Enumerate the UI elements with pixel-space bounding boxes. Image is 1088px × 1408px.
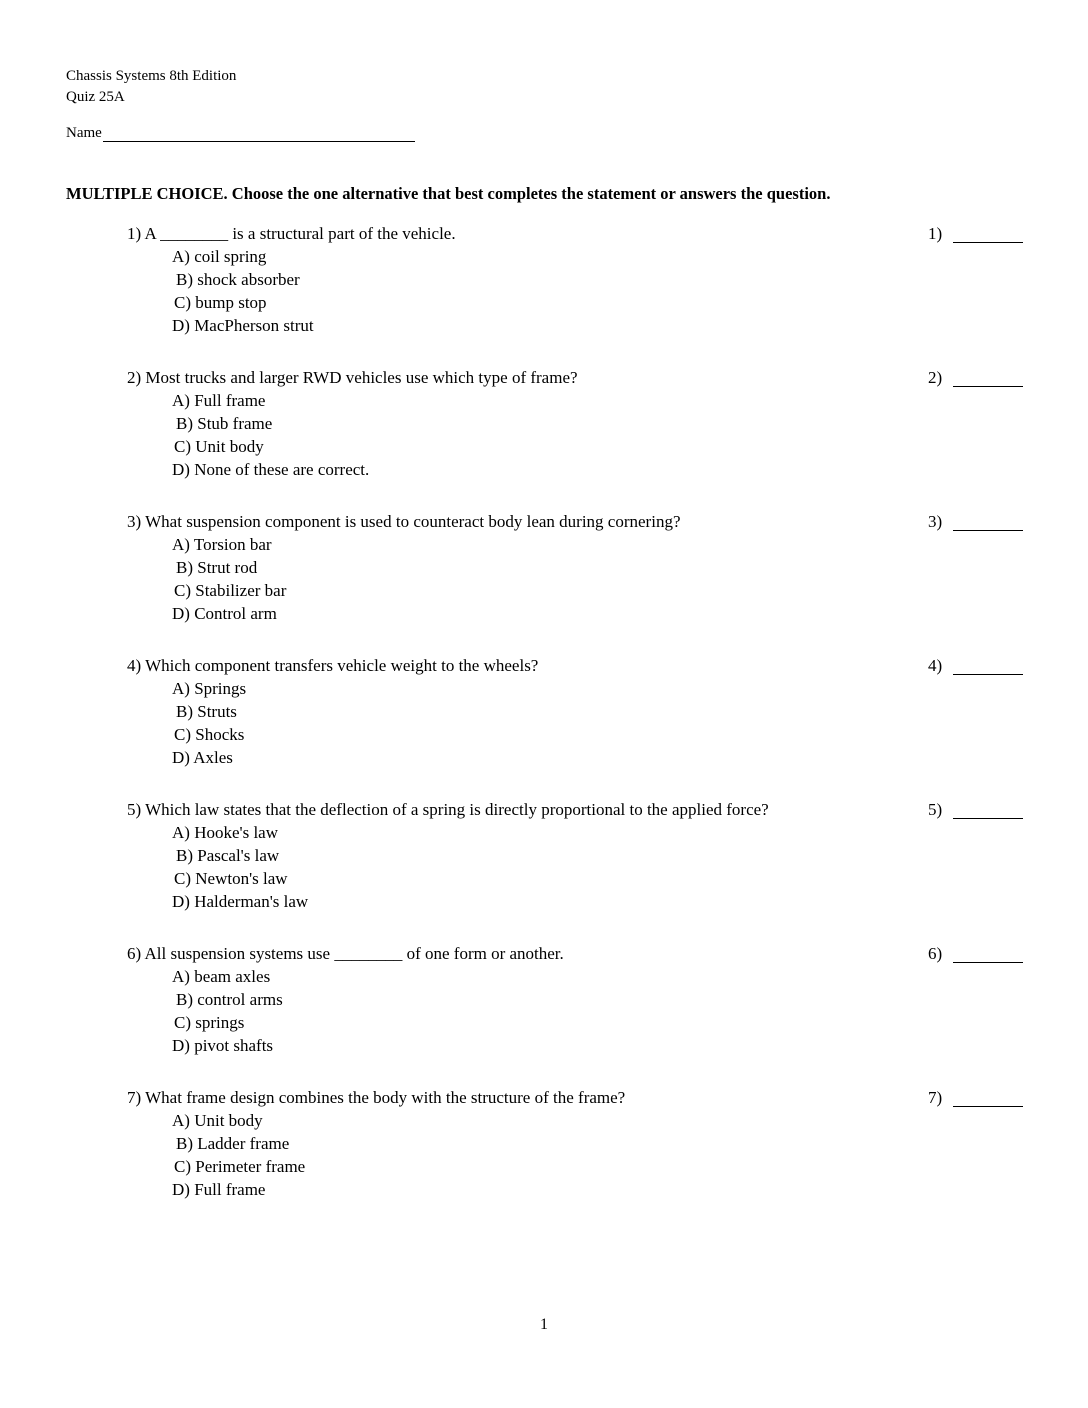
- instructions: MULTIPLE CHOICE. Choose the one alternative that best completes the statement or answers the question.: [66, 184, 831, 203]
- answer-field[interactable]: [928, 510, 1023, 533]
- answer-option: A) coil spring: [172, 247, 267, 266]
- answer-field[interactable]: [928, 798, 1023, 821]
- answer-option: C) springs: [174, 1013, 245, 1032]
- answer-option: D) Control arm: [172, 604, 277, 623]
- answer-number: 5): [928, 800, 943, 819]
- answer-blank-line[interactable]: [953, 513, 1023, 531]
- question-item: [127, 942, 1027, 1086]
- question-item: [127, 222, 1027, 366]
- name-blank-line[interactable]: [103, 124, 415, 142]
- question-text: 1) A ________ is a structural part of the vehicle.: [127, 224, 456, 243]
- answer-number: 4): [928, 656, 943, 675]
- answer-option: C) Newton's law: [174, 869, 288, 888]
- name-field[interactable]: [66, 124, 415, 142]
- answer-field[interactable]: [928, 942, 1023, 965]
- answer-number: 1): [928, 224, 943, 243]
- answer-blank-line[interactable]: [953, 657, 1023, 675]
- answer-field[interactable]: [928, 222, 1023, 245]
- answer-option: B) Strut rod: [176, 558, 258, 577]
- answer-blank-line[interactable]: [953, 369, 1023, 387]
- answer-option: B) Pascal's law: [176, 846, 280, 865]
- answer-option: D) Full frame: [172, 1180, 266, 1199]
- page-number: 1: [540, 1316, 548, 1333]
- answer-option: A) Hooke's law: [172, 823, 278, 842]
- answer-option: D) Axles: [172, 748, 233, 767]
- answer-option: A) beam axles: [172, 967, 271, 986]
- question-text: 6) All suspension systems use ________ of one form or another.: [127, 944, 564, 963]
- answer-option: C) bump stop: [174, 293, 267, 312]
- answer-option: B) shock absorber: [176, 270, 300, 289]
- answer-option: A) Unit body: [172, 1111, 263, 1130]
- answer-option: C) Stabilizer bar: [174, 581, 287, 600]
- answer-option: D) MacPherson strut: [172, 316, 314, 335]
- answer-blank-line[interactable]: [953, 945, 1023, 963]
- answer-field[interactable]: [928, 366, 1023, 389]
- answer-option: D) Halderman's law: [172, 892, 309, 911]
- question-item: [127, 1086, 1027, 1230]
- answer-option: B) control arms: [176, 990, 283, 1009]
- answer-blank-line[interactable]: [953, 801, 1023, 819]
- answer-option: D) pivot shafts: [172, 1036, 274, 1055]
- answer-number: 2): [928, 368, 943, 387]
- answer-blank-line[interactable]: [953, 225, 1023, 243]
- course-title: Chassis Systems 8th Edition: [66, 68, 237, 84]
- answer-option: C) Perimeter frame: [174, 1157, 306, 1176]
- answer-option: A) Torsion bar: [172, 535, 272, 554]
- answer-number: 7): [928, 1088, 943, 1107]
- question-item: [127, 510, 1027, 654]
- answer-number: 3): [928, 512, 943, 531]
- answer-option: A) Full frame: [172, 391, 266, 410]
- question-item: [127, 654, 1027, 798]
- question-text: 7) What frame design combines the body with the structure of the frame?: [127, 1088, 626, 1107]
- question-text: 4) Which component transfers vehicle weight to the wheels?: [127, 656, 539, 675]
- question-text: 2) Most trucks and larger RWD vehicles use which type of frame?: [127, 368, 578, 387]
- quiz-title: Quiz 25A: [66, 89, 125, 105]
- answer-option: B) Stub frame: [176, 414, 273, 433]
- question-text: 5) Which law states that the deflection of a spring is directly proportional to the applied force?: [127, 800, 769, 819]
- answer-option: B) Ladder frame: [176, 1134, 290, 1153]
- answer-field[interactable]: [928, 1086, 1023, 1109]
- answer-option: D) None of these are correct.: [172, 460, 370, 479]
- name-label: Name: [66, 125, 102, 141]
- answer-option: C) Shocks: [174, 725, 245, 744]
- answer-number: 6): [928, 944, 943, 963]
- answer-field[interactable]: [928, 654, 1023, 677]
- answer-option: B) Struts: [176, 702, 237, 721]
- question-text: 3) What suspension component is used to counteract body lean during cornering?: [127, 512, 681, 531]
- answer-blank-line[interactable]: [953, 1089, 1023, 1107]
- answer-option: C) Unit body: [174, 437, 264, 456]
- question-item: [127, 366, 1027, 510]
- answer-option: A) Springs: [172, 679, 247, 698]
- question-item: [127, 798, 1027, 942]
